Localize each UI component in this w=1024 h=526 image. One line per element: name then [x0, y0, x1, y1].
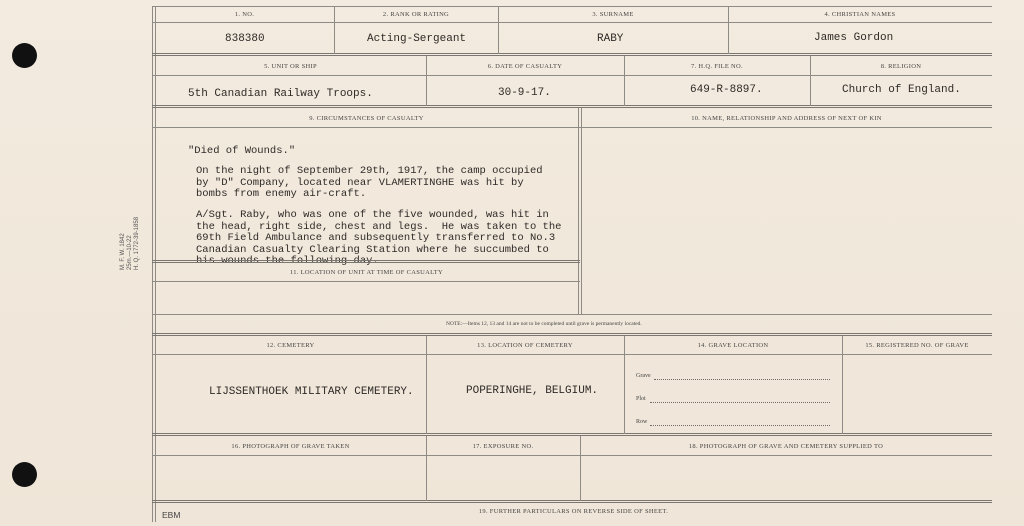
row5-bottom-line: [152, 433, 992, 436]
file-no-label: 7. H.Q. FILE NO.: [691, 63, 743, 70]
christian-names-label: 4. CHRISTIAN NAMES: [824, 11, 896, 18]
surname-value: RABY: [597, 33, 624, 45]
row-field-line: [650, 425, 830, 426]
plot-field-label: Plot: [636, 396, 646, 402]
location-of-unit-label: 11. LOCATION OF UNIT AT TIME OF CASUALTY: [289, 269, 444, 276]
religion-value: Church of England.: [842, 84, 961, 96]
unit-label: 5. UNIT OR SHIP: [264, 63, 317, 70]
row5-label-line: [152, 354, 992, 355]
registered-no-label: 15. REGISTERED NO. OF GRAVE: [865, 342, 969, 349]
surname-label: 3. SURNAME: [592, 11, 634, 18]
row5-div-3: [842, 336, 843, 434]
unit-value: 5th Canadian Railway Troops.: [188, 88, 373, 100]
grave-field-line: [654, 379, 830, 380]
grave-field-label: Grave: [636, 373, 651, 379]
row5-div-2: [624, 336, 625, 434]
grave-location-label: 14. GRAVE LOCATION: [697, 342, 769, 349]
rank-label: 2. RANK OR RATING: [382, 11, 450, 18]
plot-field-line: [650, 402, 830, 403]
clerk-initials: EBM: [162, 510, 181, 520]
next-of-kin-label: 10. NAME, RELATIONSHIP AND ADDRESS OF NEXT OF KIN: [691, 115, 882, 122]
row4-top-line: [152, 260, 580, 263]
punch-hole-bottom: [12, 462, 37, 487]
cemetery-label: 12. CEMETERY: [266, 342, 315, 349]
photo-supplied-to-label: 18. PHOTOGRAPH OF GRAVE AND CEMETERY SUPPLIED TO: [688, 443, 884, 450]
row6-bottom-line: [152, 500, 992, 503]
row2-label-line: [152, 75, 992, 76]
photograph-taken-label: 16. PHOTOGRAPH OF GRAVE TAKEN: [231, 443, 350, 450]
row3-div: [578, 108, 579, 314]
file-no-value: 649-R-8897.: [690, 84, 763, 96]
row4-bottom-line: [152, 314, 992, 315]
location-of-cemetery-label: 13. LOCATION OF CEMETERY: [477, 342, 573, 349]
cemetery-value: LIJSSENTHOEK MILITARY CEMETERY.: [209, 386, 414, 398]
row4-label-line: [152, 281, 580, 282]
row5-div-1: [426, 336, 427, 434]
row1-label-line: [152, 22, 992, 23]
row3-div-2: [581, 108, 582, 314]
row3-label-line: [152, 127, 992, 128]
christian-names-value: James Gordon: [814, 32, 894, 44]
margin-print-code: M. F. W. 1842 25m.—10-22 H. Q. 1772-39-1858: [120, 216, 140, 270]
further-particulars-label: 19. FURTHER PARTICULARS ON REVERSE SIDE OF SHEET.: [478, 508, 669, 515]
rank-value: Acting-Sergeant: [367, 33, 467, 45]
row2-bottom-line: [152, 105, 992, 108]
note-text: NOTE:—Items 12, 13 and 14 are not to be completed until grave is permanently located.: [446, 321, 642, 327]
frame-left-line: [152, 6, 153, 522]
cemetery-location-value: POPERINGHE, BELGIUM.: [466, 385, 599, 397]
date-label: 6. DATE OF CASUALTY: [487, 63, 563, 70]
exposure-no-label: 17. EXPOSURE NO.: [472, 443, 534, 450]
row-field-label: Row: [636, 419, 648, 425]
circumstances-paragraph-1: On the night of September 29th, 1917, the camp occupied by "D" Company, located near VLAMERTINGHE was hit by bombs from enemy air-craft.: [196, 165, 543, 200]
circumstances-label: 9. CIRCUMSTANCES OF CASUALTY: [309, 115, 424, 122]
no-label: 1. NO.: [234, 11, 255, 18]
service-number: 838380: [225, 33, 265, 45]
row6-label-line: [152, 455, 992, 456]
row1-top-line: [152, 6, 992, 7]
circumstances-heading: "Died of Wounds.": [188, 145, 296, 157]
circumstances-paragraph-2: A/Sgt. Raby, who was one of the five wounded, was hit in the head, right side, chest and legs. He was taken to the 69th Field Ambulance and subsequently transferred to No.3 Canadian Casualty Clearing Station where he succumbed to his wounds the following day.: [196, 209, 562, 267]
religion-label: 8. RELIGION: [880, 63, 922, 70]
row1-bottom-line: [152, 53, 992, 56]
note-bottom-line: [152, 333, 992, 336]
date-value: 30-9-17.: [498, 87, 551, 99]
punch-hole-top: [12, 43, 37, 68]
